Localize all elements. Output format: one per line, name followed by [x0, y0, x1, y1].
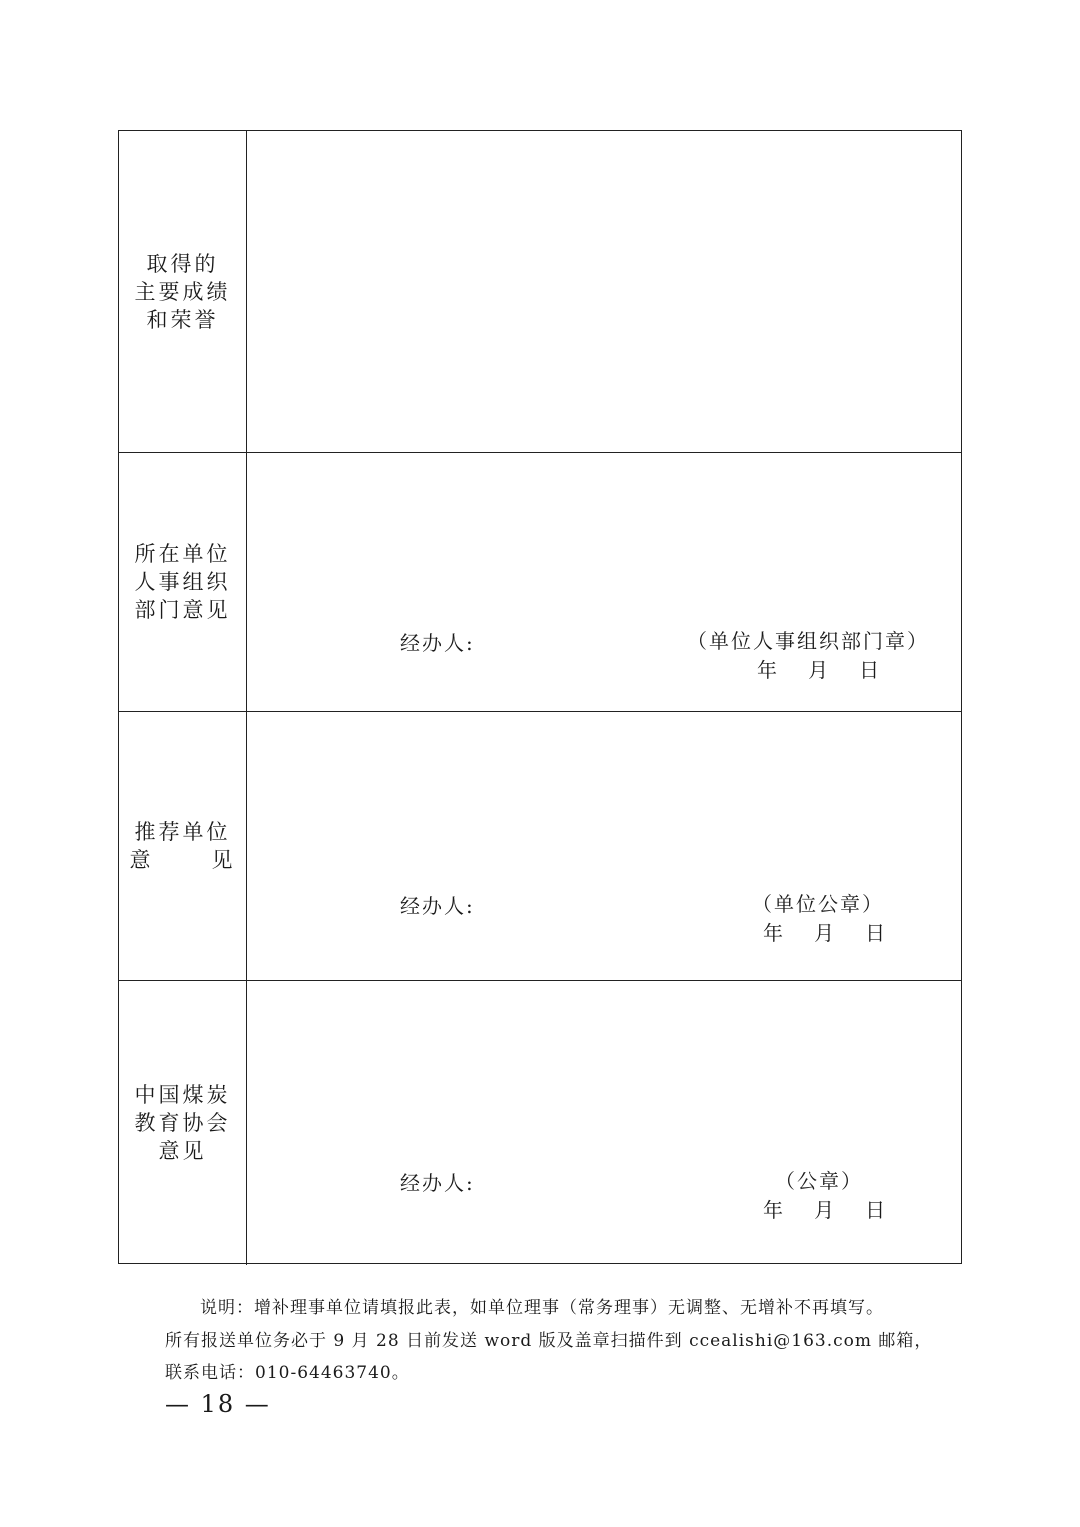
date-label: 年 月 日 [763, 921, 886, 945]
page-number: — 18 — [165, 1390, 271, 1418]
label-achievements: 取得的 主要成绩 和荣誉 [134, 251, 231, 332]
note-line-1: 说明：增补理事单位请填报此表，如单位理事（常务理事）无调整、无增补不再填写。 [200, 1298, 884, 1318]
label-recommending-unit-opinion: 推荐单位 意 见 [129, 820, 236, 872]
association-opinion-area[interactable] [247, 981, 961, 1265]
row-recommending-unit-opinion [119, 712, 961, 981]
note-line-2: 所有报送单位务必于 9 月 28 日前发送 word 版及盖章扫描件到 ccealishi@163.com 邮箱， [165, 1331, 933, 1351]
seal-label: （单位人事组织部门章） [687, 629, 929, 653]
date-label: 年 月 日 [763, 1198, 886, 1222]
handler-label: 经办人: [400, 894, 475, 918]
recommending-unit-opinion-area[interactable] [247, 712, 961, 980]
note-line-3: 联系电话：010-64463740。 [165, 1363, 410, 1383]
label-cell-recommending-unit-opinion [119, 712, 247, 980]
label-cell-achievements [119, 131, 247, 452]
handler-label: 经办人: [400, 1171, 475, 1195]
label-cell-unit-hr-opinion [119, 453, 247, 711]
unit-hr-opinion-area[interactable] [247, 453, 961, 711]
date-label: 年 月 日 [757, 658, 880, 682]
row-unit-hr-opinion [119, 453, 961, 712]
achievements-input-area[interactable] [247, 131, 961, 452]
label-cell-association-opinion [119, 981, 247, 1265]
label-association-opinion: 中国煤炭 教育协会 意见 [134, 1083, 231, 1163]
application-form-table [118, 130, 962, 1264]
seal-label: （单位公章） [752, 892, 884, 916]
row-association-opinion [119, 981, 961, 1265]
seal-label: （公章） [775, 1169, 863, 1193]
label-unit-hr-opinion: 所在单位 人事组织 部门意见 [134, 542, 231, 622]
handler-label: 经办人: [400, 631, 475, 655]
row-achievements [119, 131, 961, 453]
